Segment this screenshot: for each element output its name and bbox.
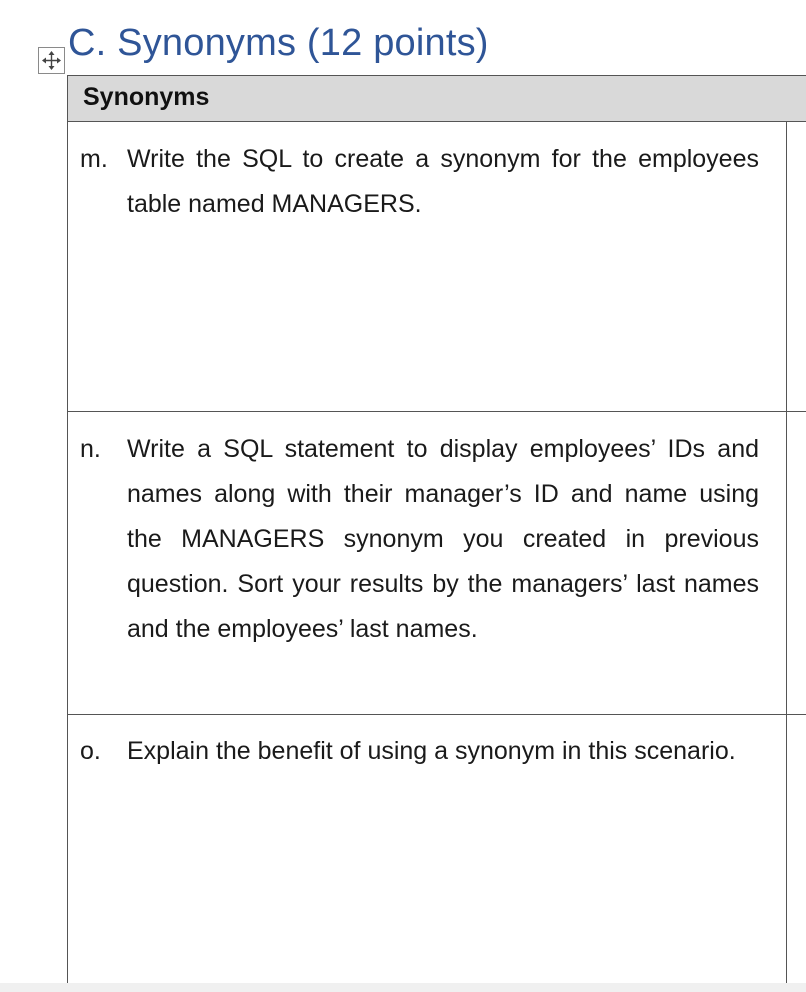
table-left-border bbox=[67, 122, 68, 983]
page-bottom-edge bbox=[0, 983, 806, 992]
question-text: Explain the benefit of using a synonym in this scenario. bbox=[127, 737, 736, 765]
table-right-border bbox=[786, 122, 787, 983]
move-arrows-icon bbox=[41, 50, 62, 71]
question-label: m. bbox=[80, 145, 108, 173]
question-text: Write a SQL statement to display employees’ IDs and names along with their manager’s ID and name using the MANAGERS synonym you created in previous question. Sort your results by the managers’ last names and the employees’ last names. bbox=[127, 435, 759, 643]
question-text: Write the SQL to create a synonym for the employees table named MANAGERS. bbox=[127, 145, 759, 218]
section-heading: C. Synonyms (12 points) bbox=[68, 22, 489, 64]
table-header-label: Synonyms bbox=[83, 83, 210, 111]
row-divider bbox=[67, 411, 806, 412]
table-header-row bbox=[67, 75, 806, 122]
synonyms-table bbox=[67, 75, 806, 983]
table-move-handle[interactable] bbox=[38, 47, 65, 74]
question-label: n. bbox=[80, 435, 101, 463]
row-divider bbox=[67, 714, 806, 715]
question-label: o. bbox=[80, 737, 101, 765]
